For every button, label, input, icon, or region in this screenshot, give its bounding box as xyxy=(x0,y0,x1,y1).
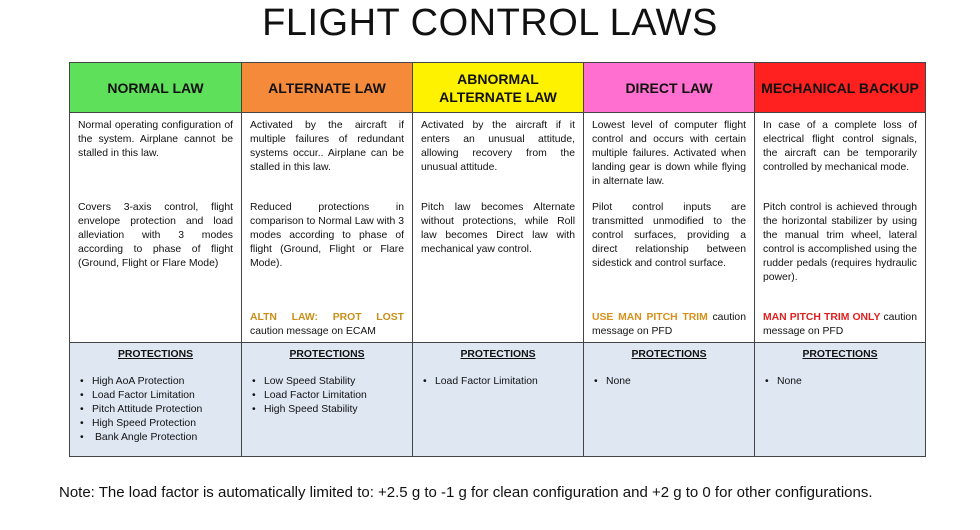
alternate-law-p1: Activated by the aircraft if multiple failures of redundant systems occur.. Airplane can be stalled in this law. xyxy=(250,120,404,173)
alternate-law-protections xyxy=(242,343,413,456)
list-item: • Load Factor Limitation xyxy=(435,375,575,389)
list-item: • Bank Angle Protection xyxy=(92,431,233,445)
protections-heading: PROTECTIONS xyxy=(289,349,365,360)
header-alternate-law: ALTERNATE LAW xyxy=(242,63,413,113)
list-item: • Pitch Attitude Protection xyxy=(92,403,233,417)
normal-law-p2: Covers 3-axis control, flight envelope protection and load alleviation with 3 modes according to phase of flight (Ground, Flight or Flare Mode) xyxy=(78,202,233,269)
protections-heading: PROTECTIONS xyxy=(802,349,878,360)
direct-law-caution xyxy=(592,311,746,339)
list-item: • High Speed Stability xyxy=(264,403,404,417)
abnormal-alternate-law-p1: Activated by the aircraft if it enters an unusual attitude, allowing recovery from the unusual attitude. xyxy=(421,120,575,173)
protections-heading: PROTECTIONS xyxy=(631,349,707,360)
alternate-law-caution-code: ALTN LAW: PROT LOST xyxy=(250,312,404,323)
list-item: • None xyxy=(606,375,746,389)
flight-control-laws-table xyxy=(69,62,926,457)
list-item: • None xyxy=(777,375,917,389)
alternate-law-caution xyxy=(250,311,404,339)
header-normal-law: NORMAL LAW xyxy=(70,63,242,113)
abnormal-alternate-law-protections xyxy=(413,343,584,456)
mechanical-backup-p2: Pitch control is achieved through the horizontal stabilizer by using the manual trim wheel, lateral control is accomplished using the rudder pedals (requires hydraulic power). xyxy=(763,202,917,283)
normal-law-protections xyxy=(70,343,242,456)
list-item: • Load Factor Limitation xyxy=(92,389,233,403)
list-item: • Low Speed Stability xyxy=(264,375,404,389)
direct-law-caution-code: USE MAN PITCH TRIM xyxy=(592,312,708,323)
direct-law-p1: Lowest level of computer flight control and occurs with certain multiple failures. Activated when landing gear is down while flying in alternate law. xyxy=(592,120,746,187)
protections-heading: PROTECTIONS xyxy=(460,349,536,360)
header-mechanical-backup: MECHANICAL BACKUP xyxy=(755,63,925,113)
mechanical-backup-caution-code: MAN PITCH TRIM ONLY xyxy=(763,312,881,323)
abnormal-alternate-law-description xyxy=(413,113,584,343)
header-abnormal-alternate-law: ABNORMAL ALTERNATE LAW xyxy=(413,63,584,113)
mechanical-backup-caution-text: caution message on PFD xyxy=(763,312,917,337)
normal-law-description xyxy=(70,113,242,343)
header-direct-law: DIRECT LAW xyxy=(584,63,755,113)
normal-law-p1: Normal operating configuration of the system. Airplane cannot be stalled in this law. xyxy=(78,120,233,159)
page-title: FLIGHT CONTROL LAWS xyxy=(262,2,718,44)
direct-law-p2: Pilot control inputs are transmitted unmodified to the control surfaces, providing a direct relationship between sidestick and control surface. xyxy=(592,202,746,269)
alternate-law-caution-text: caution message on ECAM xyxy=(250,326,376,337)
load-factor-note: Note: The load factor is automatically limited to: +2.5 g to -1 g for clean configuration and +2 g to 0 for other configurations. xyxy=(59,484,873,501)
direct-law-protections xyxy=(584,343,755,456)
abnormal-alternate-law-p2: Pitch law becomes Alternate without protections, while Roll law becomes Direct law with mechanical yaw control. xyxy=(421,202,575,255)
alternate-law-description xyxy=(242,113,413,343)
mechanical-backup-protections xyxy=(755,343,925,456)
direct-law-caution-text: caution message on PFD xyxy=(592,312,746,337)
list-item: • Load Factor Limitation xyxy=(264,389,404,403)
mechanical-backup-description xyxy=(755,113,925,343)
list-item: • High Speed Protection xyxy=(92,417,233,431)
mechanical-backup-caution xyxy=(763,311,917,339)
mechanical-backup-p1: In case of a complete loss of electrical flight control signals, the aircraft can be temporarily controlled by mechanical mode. xyxy=(763,120,917,173)
direct-law-description xyxy=(584,113,755,343)
protections-heading: PROTECTIONS xyxy=(117,349,194,360)
alternate-law-p2: Reduced protections in comparison to Normal Law with 3 modes according to phase of flight (Ground, Flight or Flare Mode). xyxy=(250,202,404,269)
list-item: • High AoA Protection xyxy=(92,375,233,389)
